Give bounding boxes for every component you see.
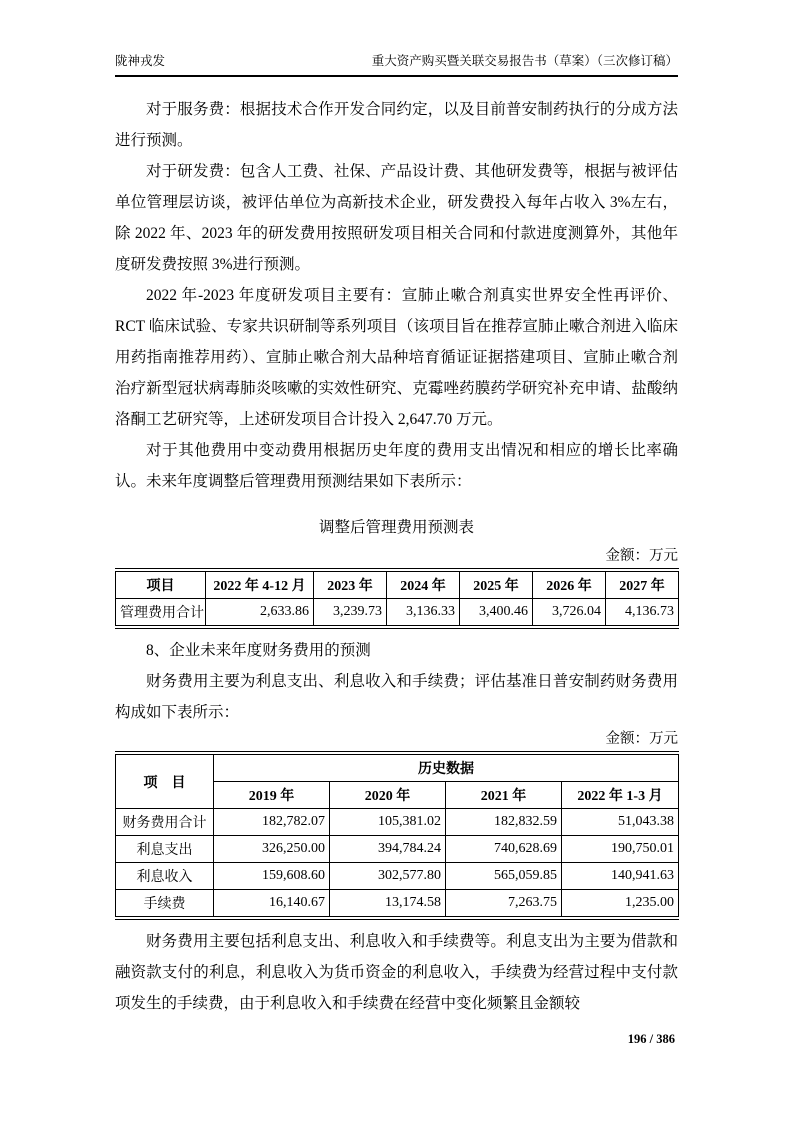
table1-title: 调整后管理费用预测表	[318, 519, 474, 536]
table1-value-2022: 2,633.86	[206, 599, 314, 628]
table2-group-header: 历史数据	[214, 753, 679, 782]
table2-row0-v3: 51,043.38	[562, 809, 679, 836]
paragraph-finance-fee-intro: 财务费用主要为利息支出、利息收入和手续费；评估基准日普安制药财务费用构成如下表所示：	[115, 673, 678, 721]
table2-row2-v0: 159,608.60	[214, 863, 330, 890]
table2-row3-v2: 7,263.75	[446, 890, 562, 919]
table1-col-2022: 2022 年 4-12 月	[206, 570, 314, 599]
table1-value-2027: 4,136.73	[606, 599, 679, 628]
table2-row1-v1: 394,784.24	[330, 836, 446, 863]
page-header	[115, 52, 678, 77]
table2-row2-v3: 140,941.63	[562, 863, 679, 890]
table2-row3-label: 手续费	[116, 890, 214, 919]
table2-row2-v2: 565,059.85	[446, 863, 562, 890]
table2-row0-v2: 182,832.59	[446, 809, 562, 836]
table-row-interest-expense	[116, 836, 679, 863]
page-number: 196 / 386	[627, 1032, 675, 1046]
table2-row0-label: 财务费用合计	[116, 809, 214, 836]
table1-value-2024: 3,136.33	[387, 599, 460, 628]
paragraph-other-fee: 对于其他费用中变动费用根据历史年度的费用支出情况和相应的增长比率确认。未来年度调整后管理费用预测结果如下表所示：	[115, 442, 678, 490]
paragraph-rd-fee: 对于研发费：包含人工费、社保、产品设计费、其他研发费等，根据与被评估单位管理层访谈，被评估单位为高新技术企业，研发费投入每年占收入 3%左右，除 2022 年、2023 年的研发费用按照研发项目相关合同和付款进度测算外，其他年度研发费按照 3%进行预测。	[115, 163, 678, 273]
table1-value-2025: 3,400.46	[460, 599, 533, 628]
table2-col-2022q1: 2022 年 1-3 月	[562, 782, 679, 809]
table1-value-2023: 3,239.73	[314, 599, 387, 628]
table2-row2-label: 利息收入	[116, 863, 214, 890]
table1-col-item: 项目	[116, 570, 206, 599]
table2-row2-v1: 302,577.80	[330, 863, 446, 890]
table1-col-2024: 2024 年	[387, 570, 460, 599]
table2-row1-v0: 326,250.00	[214, 836, 330, 863]
header-company-name: 陇神戎发	[115, 54, 166, 68]
section-heading-8: 8、企业未来年度财务费用的预测	[146, 642, 371, 659]
table1-col-2025: 2025 年	[460, 570, 533, 599]
table2-row3-v0: 16,140.67	[214, 890, 330, 919]
header-report-title: 重大资产购买暨关联交易报告书（草案）（三次修订稿）	[371, 54, 678, 68]
table2-row1-label: 利息支出	[116, 836, 214, 863]
table2-row0-v1: 105,381.02	[330, 809, 446, 836]
admin-fee-forecast-table	[115, 568, 679, 629]
table-row-service-charge	[116, 890, 679, 919]
table2-group-header-row	[116, 753, 679, 782]
paragraph-finance-fee-detail: 财务费用主要包括利息支出、利息收入和手续费等。利息支出为主要为借款和融资款支付的利息，利息收入为货币资金的利息收入，手续费为经营过程中支付款项发生的手续费，由于利息收入和手续费在经营中变化频繁且金额较	[115, 933, 678, 1012]
table-row-finance-fee-total	[116, 809, 679, 836]
paragraph-service-fee: 对于服务费：根据技术合作开发合同约定，以及目前普安制药执行的分成方法进行预测。	[115, 101, 678, 149]
table2-unit-label: 金额：万元	[605, 731, 678, 747]
table1-col-2023: 2023 年	[314, 570, 387, 599]
table1-header-row	[116, 570, 679, 599]
table1-value-2026: 3,726.04	[533, 599, 606, 628]
table1-row-label: 管理费用合计	[116, 599, 206, 628]
paragraph-rd-projects: 2022 年-2023 年度研发项目主要有：宣肺止嗽合剂真实世界安全性再评价、RCT 临床试验、专家共识研制等系列项目（该项目旨在推荐宣肺止嗽合剂进入临床用药指南推荐用药）、宣肺止嗽合剂大品种培育循证证据搭建项目、宣肺止嗽合剂治疗新型冠状病毒肺炎咳嗽的实效性研究、克霉唑药膜药学研究补充申请、盐酸纳洛酮工艺研究等，上述研发项目合计投入 2,647.70 万元。	[115, 287, 678, 428]
table1-unit-label: 金额：万元	[605, 548, 678, 564]
table2-row1-v3: 190,750.01	[562, 836, 679, 863]
table2-corner-cell: 项 目	[116, 753, 214, 809]
table1-col-2027: 2027 年	[606, 570, 679, 599]
table2-row3-v3: 1,235.00	[562, 890, 679, 919]
table2-row3-v1: 13,174.58	[330, 890, 446, 919]
table2-col-2021: 2021 年	[446, 782, 562, 809]
finance-fee-history-table	[115, 751, 679, 920]
table-row-interest-income	[116, 863, 679, 890]
table2-row0-v0: 182,782.07	[214, 809, 330, 836]
table1-data-row	[116, 599, 679, 628]
table2-col-2019: 2019 年	[214, 782, 330, 809]
table1-col-2026: 2026 年	[533, 570, 606, 599]
table2-row1-v2: 740,628.69	[446, 836, 562, 863]
table2-col-2020: 2020 年	[330, 782, 446, 809]
